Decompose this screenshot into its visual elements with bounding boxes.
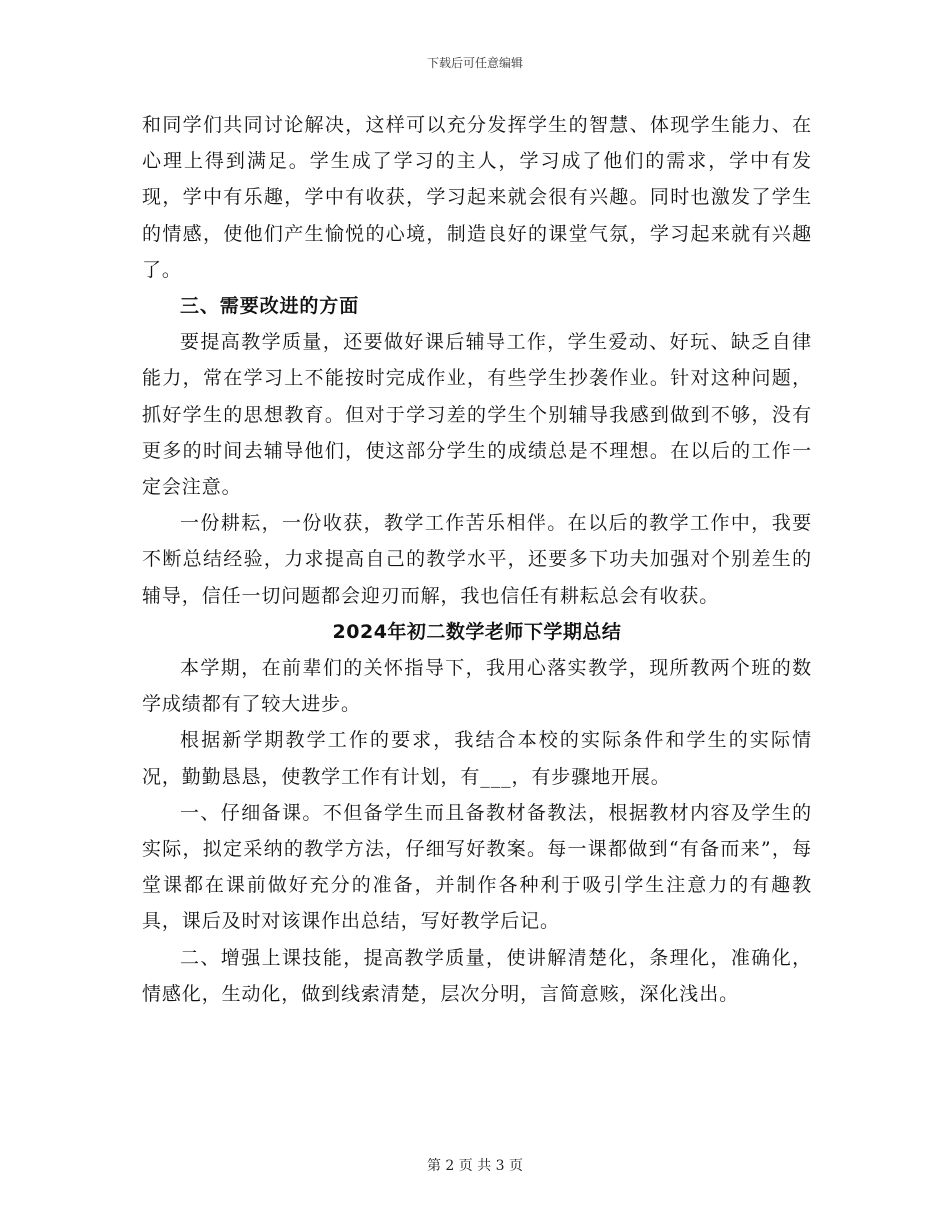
page-header-note: 下载后可任意编辑 [426,56,523,70]
paragraph-teaching-skills: 二、增强上课技能，提高教学质量，使讲解清楚化，条理化，准确化，情感化，生动化，做到线索清楚，层次分明，言简意赅，深化浅出。 [142,946,812,1005]
page-number: 第 2 页 共 3 页 [426,1158,524,1174]
paragraph-continuation: 和同学们共同讨论解决，这样可以充分发挥学生的智慧、体现学生能力、在心理上得到满足。学生成了学习的主人，学习成了他们的需求，学中有发现，学中有乐趣，学中有收获，学习起来就会很有兴趣。同时也激发了学生的情感，使他们产生愉悦的心境，制造良好的课堂气氛，学习起来就有兴趣了。 [142,114,812,281]
document-title: 2024年初二数学老师下学期总结 [332,620,622,643]
document-body [142,107,812,1012]
paragraph-plan: 根据新学期教学工作的要求，我结合本校的实际条件和学生的实际情况，勤勤恳恳，使教学工作有计划，有___，有步骤地开展。 [142,729,812,788]
section-heading-improvements: 三、需要改进的方面 [180,295,360,318]
paragraph-lesson-prep: 一、仔细备课。不但备学生而且备教材备教法，根据教材内容及学生的实际，拟定采纳的教学方法，仔细写好教案。每一课都做到“有备而来”，每堂课都在课前做好充分的准备，并制作各种利于吸引学生注意力的有趣教具，课后及时对该课作出总结，写好教学后记。 [142,801,812,933]
paragraph-improvements: 要提高教学质量，还要做好课后辅导工作，学生爱动、好玩、缺乏自律能力，常在学习上不能按时完成作业，有些学生抄袭作业。针对这种问题，抓好学生的思想教育。但对于学习差的学生个别辅导我感到做到不够，没有更多的时间去辅导他们，使这部分学生的成绩总是不理想。在以后的工作一定会注意。 [142,331,812,499]
paragraph-conclusion: 一份耕耘，一份收获，教学工作苦乐相伴。在以后的教学工作中，我要不断总结经验，力求提高自己的教学水平，还要多下功夫加强对个别差生的辅导，信任一切问题都会迎刃而解，我也信任有耕耘总会有收获。 [142,512,812,607]
paragraph-intro: 本学期，在前辈们的关怀指导下，我用心落实教学，现所教两个班的数学成绩都有了较大进步。 [142,657,812,716]
